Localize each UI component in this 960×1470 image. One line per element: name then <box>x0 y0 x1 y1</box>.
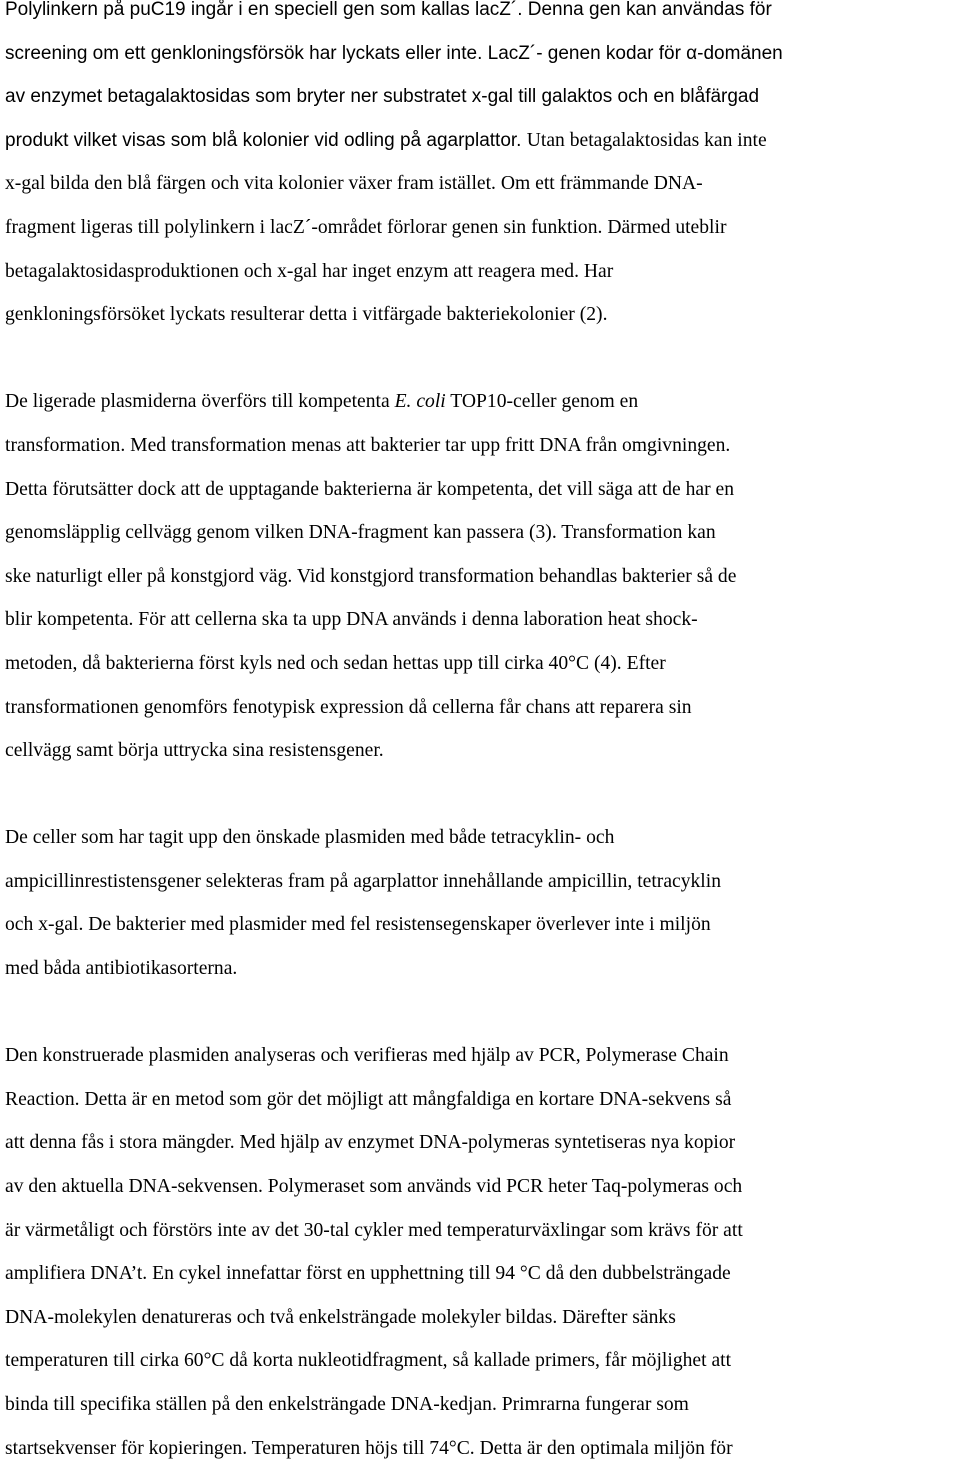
paragraph-gap <box>5 773 960 817</box>
document-page <box>5 0 960 1470</box>
text-line <box>5 642 960 686</box>
text-line <box>5 1165 960 1209</box>
text-line <box>5 1209 960 1253</box>
paragraph <box>5 816 960 990</box>
text-line <box>5 1339 960 1383</box>
text-run: Polylinkern på puC19 ingår i en speciell gen som kallas lacZ´. Denna gen kan användas för <box>5 0 772 20</box>
paragraph-gap <box>5 337 960 381</box>
text-run: Utan betagalaktosidas kan inte <box>526 129 767 151</box>
text-run: screening om ett genkloningsförsök har lyckats eller inte. LacZ´- genen kodar för α-domänen <box>5 42 783 64</box>
text-run: betagalaktosidasproduktionen och x-gal har inget enzym att reagera med. Har <box>5 260 614 282</box>
paragraph-gap <box>5 991 960 1035</box>
text-run: Den konstruerade plasmiden analyseras och verifieras med hjälp av PCR, Polymerase Chain <box>5 1045 729 1067</box>
text-run: TOP10-celler genom en <box>445 391 639 413</box>
text-run: transformation. Med transformation menas att bakterier tar upp fritt DNA från omgivningen. <box>5 434 731 456</box>
text-run: av den aktuella DNA-sekvensen. Polymeraset som används vid PCR heter Taq-polymeras och <box>5 1176 743 1198</box>
text-run: binda till specifika ställen på den enkelsträngade DNA-kedjan. Primrarna fungerar som <box>5 1394 689 1415</box>
text-line <box>5 1427 960 1470</box>
text-line <box>5 380 960 424</box>
paragraph <box>5 1034 960 1470</box>
text-line <box>5 119 960 163</box>
text-line <box>5 1034 960 1078</box>
text-run: genomsläpplig cellvägg genom vilken DNA-fragment kan passera (3). Transformation kan <box>5 522 716 544</box>
text-run: E. coli <box>394 391 446 413</box>
text-run: DNA-molekylen denatureras och två enkelsträngade molekyler bildas. Därefter sänks <box>5 1306 676 1328</box>
paragraph <box>5 0 960 337</box>
text-run: x-gal bilda den blå färgen och vita kolonier växer fram istället. Om ett främmande DNA- <box>5 173 703 195</box>
text-run: transformationen genomförs fenotypisk expression då cellerna får chans att reparera sin <box>5 696 692 718</box>
text-line <box>5 729 960 773</box>
text-line <box>5 75 960 119</box>
text-run: ske naturligt eller på konstgjord väg. Vid konstgjord transformation behandlas bakterier så de <box>5 565 737 587</box>
text-run: De celler som har tagit upp den önskade plasmiden med både tetracyklin- och <box>5 827 615 849</box>
text-line <box>5 816 960 860</box>
text-line <box>5 1252 960 1296</box>
text-run: produkt vilket visas som blå kolonier vid odling på agarplattor. <box>5 129 527 151</box>
text-run: De ligerade plasmiderna överförs till kompetenta <box>5 391 395 413</box>
text-line <box>5 162 960 206</box>
text-line <box>5 598 960 642</box>
text-line <box>5 0 960 32</box>
text-line <box>5 555 960 599</box>
text-run: fragment ligeras till polylinkern i lacZ´-området förlorar genen sin funktion. Därmed uteblir <box>5 216 727 238</box>
text-line <box>5 468 960 512</box>
text-line <box>5 1121 960 1165</box>
text-line <box>5 1296 960 1340</box>
text-run: med båda antibiotikasorterna. <box>5 958 238 980</box>
text-line <box>5 1383 960 1427</box>
text-line <box>5 686 960 730</box>
text-run: är värmetåligt och förstörs inte av det 30-tal cykler med temperaturväxlingar som krävs för att <box>5 1219 743 1241</box>
text-run: genkloningsförsöket lyckats resulterar detta i vitfärgade bakteriekolonier (2). <box>5 304 608 326</box>
text-line <box>5 424 960 468</box>
text-line <box>5 511 960 555</box>
text-line <box>5 32 960 76</box>
text-run: startsekvenser för kopieringen. Temperaturen höjs till 74°C. Detta är den optimala miljön för <box>5 1437 733 1459</box>
text-run: att denna fås i stora mängder. Med hjälp av enzymet DNA-polymeras syntetiseras nya kopior <box>5 1132 736 1154</box>
text-run: Reaction. Detta är en metod som gör det möjligt att mångfaldiga en kortare DNA-sekvens så <box>5 1088 732 1110</box>
text-run: cellvägg samt börja uttrycka sina resistensgener. <box>5 740 384 762</box>
text-line <box>5 860 960 904</box>
text-line <box>5 206 960 250</box>
text-line <box>5 250 960 294</box>
text-run: ampicillinrestistensgener selekteras fram på agarplattor innehållande ampicillin, tetracyklin <box>5 870 721 892</box>
text-run: temperaturen till cirka 60°C då korta nukleotidfragment, så kallade primers, får möjlighet att <box>5 1350 732 1372</box>
text-run: blir kompetenta. För att cellerna ska ta upp DNA används i denna laboration heat shock- <box>5 609 698 631</box>
text-run: och x-gal. De bakterier med plasmider med fel resistensegenskaper överlever inte i miljön <box>5 914 711 936</box>
paragraph <box>5 380 960 772</box>
text-line <box>5 903 960 947</box>
text-line <box>5 293 960 337</box>
text-run: metoden, då bakterierna först kyls ned och sedan hettas upp till cirka 40°C (4). Efter <box>5 652 666 674</box>
text-run: av enzymet betagalaktosidas som bryter ner substratet x-gal till galaktos och en blåfärgad <box>5 86 760 108</box>
text-line <box>5 1078 960 1122</box>
text-run: amplifiera DNA’t. En cykel innefattar först en upphettning till 94 °C då den dubbelsträngade <box>5 1263 731 1285</box>
text-line <box>5 947 960 991</box>
text-run: Detta förutsätter dock att de upptagande bakterierna är kompetenta, det vill säga att de har en <box>5 478 735 500</box>
